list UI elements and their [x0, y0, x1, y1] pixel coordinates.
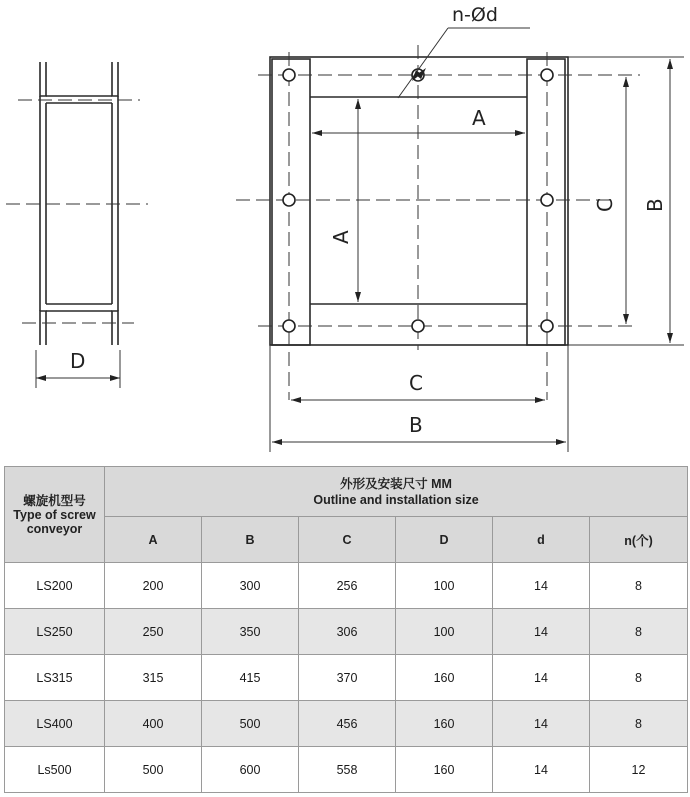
cell-b: 350: [202, 609, 299, 655]
cell-type: LS200: [5, 563, 105, 609]
cell-c: 370: [299, 655, 396, 701]
dim-label-a-vertical: A: [329, 230, 353, 244]
hole-callout: n-Ød: [452, 4, 498, 26]
dim-label-d: D: [70, 349, 86, 373]
cell-hole-diameter: 14: [493, 655, 590, 701]
front-view: [236, 4, 684, 452]
table-row: [5, 655, 688, 701]
dim-label-c-horizontal: C: [409, 371, 423, 395]
bolt-hole: [283, 194, 295, 206]
cell-d: 100: [396, 563, 493, 609]
type-header-zh: 螺旋机型号: [23, 493, 86, 508]
bolt-hole: [541, 69, 553, 81]
cell-a: 315: [105, 655, 202, 701]
dim-label-b-vertical: B: [643, 198, 667, 212]
cell-c: 558: [299, 747, 396, 793]
table-row: [5, 563, 688, 609]
cell-type: LS400: [5, 701, 105, 747]
cell-b: 500: [202, 701, 299, 747]
bolt-hole: [283, 69, 295, 81]
cell-hole-count: 8: [590, 563, 688, 609]
dim-label-a-horizontal: A: [472, 106, 486, 130]
cell-hole-count: 8: [590, 701, 688, 747]
cell-a: 200: [105, 563, 202, 609]
cell-b: 600: [202, 747, 299, 793]
cell-c: 306: [299, 609, 396, 655]
column-header-d: D: [396, 517, 493, 563]
cell-type: LS315: [5, 655, 105, 701]
column-header-a: A: [105, 517, 202, 563]
column-header-c: C: [299, 517, 396, 563]
type-header: [5, 467, 105, 563]
cell-hole-diameter: 14: [493, 563, 590, 609]
column-header-hole-count: n(个): [590, 517, 688, 563]
type-header-en: Type of screw conveyor: [13, 507, 96, 536]
size-header: [105, 467, 688, 517]
cell-d: 160: [396, 655, 493, 701]
cell-a: 500: [105, 747, 202, 793]
bolt-hole: [412, 320, 424, 332]
column-header-hole-diameter: d: [493, 517, 590, 563]
bolt-hole: [541, 194, 553, 206]
table-row: [5, 609, 688, 655]
spec-table: [4, 466, 688, 793]
cell-d: 160: [396, 701, 493, 747]
table-row: [5, 747, 688, 793]
cell-c: 256: [299, 563, 396, 609]
side-view: [6, 62, 148, 388]
table-row: [5, 701, 688, 747]
column-header-b: B: [202, 517, 299, 563]
dim-label-b-horizontal: B: [409, 413, 423, 437]
cell-c: 456: [299, 701, 396, 747]
cell-a: 250: [105, 609, 202, 655]
cell-hole-count: 8: [590, 609, 688, 655]
cell-hole-diameter: 14: [493, 609, 590, 655]
size-header-en: Outline and installation size: [313, 492, 479, 507]
cell-b: 415: [202, 655, 299, 701]
size-header-zh: 外形及安装尺寸 MM: [340, 476, 452, 491]
bolt-hole: [283, 320, 295, 332]
cell-a: 400: [105, 701, 202, 747]
cell-type: LS250: [5, 609, 105, 655]
cell-hole-diameter: 14: [493, 747, 590, 793]
cell-type: Ls500: [5, 747, 105, 793]
cell-hole-count: 12: [590, 747, 688, 793]
cell-d: 160: [396, 747, 493, 793]
cell-hole-diameter: 14: [493, 701, 590, 747]
cell-hole-count: 8: [590, 655, 688, 701]
dim-label-c-vertical: C: [593, 198, 617, 212]
bolt-hole: [541, 320, 553, 332]
cell-b: 300: [202, 563, 299, 609]
cell-d: 100: [396, 609, 493, 655]
